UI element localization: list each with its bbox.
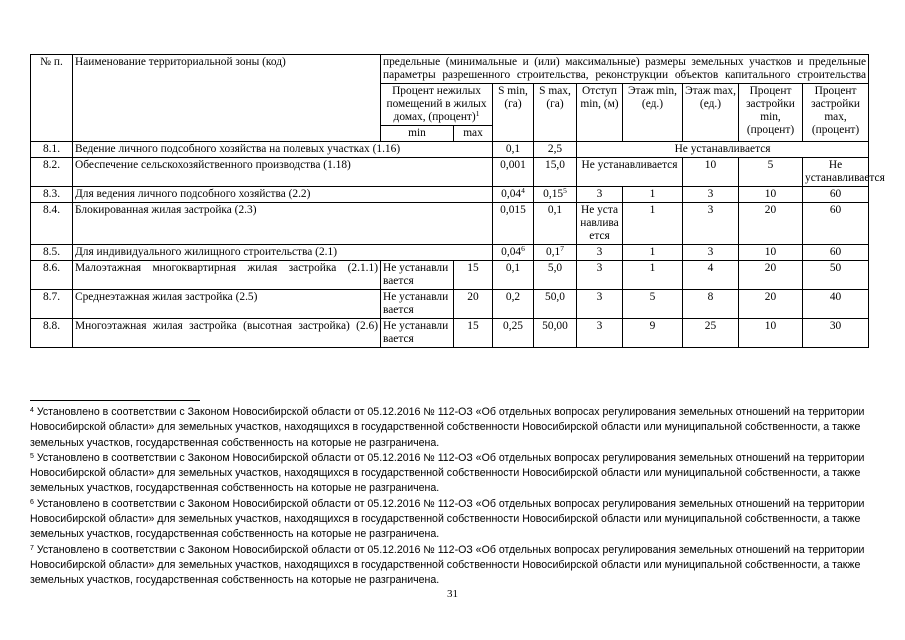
header-floor-max: Этаж max, (ед.): [683, 84, 739, 142]
row-pct-min: 10: [739, 187, 803, 203]
row-zone-name: Для индивидуального жилищного строительства (2.1): [73, 245, 493, 261]
row-smin-value: 0,04: [501, 246, 522, 258]
row-zone-name: Блокированная жилая застройка (2.3): [73, 203, 493, 245]
header-pct-nonres-sup: 1: [475, 109, 480, 118]
row-zone-name: Малоэтажная многоквартирная жилая застройка (2.1.1): [73, 261, 381, 290]
row-num: 8.6.: [31, 261, 73, 290]
table-row: [31, 290, 869, 319]
row-smax: 5,0: [534, 261, 577, 290]
row-pct-min: 10: [739, 319, 803, 348]
row-floor-max: 3: [683, 203, 739, 245]
row-zone-name: Обеспечение сельскохозяйственного производства (1.18): [73, 158, 493, 187]
row-pct-max: 60: [803, 245, 869, 261]
row-zone-name: Многоэтажная жилая застройка (высотная застройка) (2.6): [73, 319, 381, 348]
footnote: [30, 543, 875, 589]
row-floor-min: 1: [623, 245, 683, 261]
footnote-text: Установлено в соответствии с Законом Новосибирской области от 05.12.2016 № 112-ОЗ «Об отдельных вопросах регулирования земельных отношений на территории Новосибирской области» для земельных участков, находящихся в государственной собственности Новосибирской области или муниципальной собственности, а также земельных участков, государственная собственность на которые не разграничена.: [30, 406, 865, 449]
row-floor-max: 10: [683, 158, 739, 187]
header-pct-nonres: [381, 84, 493, 126]
header-max: max: [454, 126, 493, 142]
row-pct-min: 5: [739, 158, 803, 187]
territorial-zones-table: [30, 54, 885, 348]
header-pct-build-max: Процент застройки max, (процент): [803, 84, 869, 142]
header-min: min: [381, 126, 454, 142]
footnote-text: Установлено в соответствии с Законом Новосибирской области от 05.12.2016 № 112-ОЗ «Об отдельных вопросах регулирования земельных отношений на территории Новосибирской области» для земельных участков, находящихся в государственной собственности Новосибирской области или муниципальной собственности, а также земельных участков, государственная собственность на которые не разграничена.: [30, 497, 865, 541]
row-smax-value: 0,15: [543, 188, 564, 200]
page-number: 31: [447, 588, 458, 600]
footnote-mark: 6: [30, 498, 34, 506]
row-smin: 0,1: [493, 142, 534, 158]
row-pct-max: 60: [803, 203, 869, 245]
row-pct-max: 50: [803, 261, 869, 290]
row-num: 8.7.: [31, 290, 73, 319]
row-floor-max: 3: [683, 187, 739, 203]
row-smin: [493, 187, 534, 203]
row-nonres-min: Не устанавливается: [381, 261, 454, 290]
header-zone-name: Наименование территориальной зоны (код): [73, 55, 381, 142]
row-nonres-min: Не устанавливается: [381, 319, 454, 348]
footnotes: [30, 405, 875, 589]
row-pct-max: 40: [803, 290, 869, 319]
footnote-mark: 5: [30, 452, 34, 460]
row-smax: 50,00: [534, 319, 577, 348]
footnote-mark: 4: [30, 407, 34, 414]
row-pct-min: 20: [739, 203, 803, 245]
row-not-set: Не устанавливается: [577, 142, 869, 158]
table-row: [31, 319, 869, 348]
footnote-ref: 4: [521, 186, 525, 195]
row-smax: [534, 187, 577, 203]
footnote: [30, 405, 875, 451]
row-nonres-min: Не устанавливается: [381, 290, 454, 319]
row-smax-value: 0,1: [546, 246, 561, 258]
row-pct-max: 30: [803, 319, 869, 348]
row-floor-min: 1: [623, 261, 683, 290]
table-row: [31, 203, 869, 245]
row-smin: 0,015: [493, 203, 534, 245]
row-otstup: 3: [577, 245, 623, 261]
footnote-mark: 7: [30, 544, 34, 552]
row-smin: 0,25: [493, 319, 534, 348]
row-smax: 50,0: [534, 290, 577, 319]
table-row: [31, 261, 869, 290]
header-pct-build-min: Процент застройки min, (процент): [739, 84, 803, 142]
row-zone-name: Ведение личного подсобного хозяйства на полевых участках (1.16): [73, 142, 493, 158]
header-params: предельные (минимальные и (или) максимальные) размеры земельных участков и предельные параметры разрешенного строительства, реконструкции объектов капитального строительства: [381, 55, 869, 84]
row-otstup: 3: [577, 187, 623, 203]
row-otstup: 3: [577, 319, 623, 348]
table-row: [31, 158, 869, 187]
row-nonres-max: 15: [454, 261, 493, 290]
table-row: [31, 142, 869, 158]
row-nonres-max: 20: [454, 290, 493, 319]
header-pct-nonres-label: Процент нежилых помещений в жилых домах, (процент): [386, 85, 487, 123]
row-otstup: 3: [577, 290, 623, 319]
row-num: 8.1.: [31, 142, 73, 158]
row-floor-max: 4: [683, 261, 739, 290]
row-zone-name: Среднеэтажная жилая застройка (2.5): [73, 290, 381, 319]
footnote: [30, 451, 875, 497]
row-floor-max: 8: [683, 290, 739, 319]
footnote-text: Установлено в соответствии с Законом Новосибирской области от 05.12.2016 № 112-ОЗ «Об отдельных вопросах регулирования земельных отношений на территории Новосибирской области» для земельных участков, находящихся в государственной собственности Новосибирской области или муниципальной собственности, а также земельных участков, государственная собственность на которые не разграничена.: [30, 543, 865, 587]
table-row: [31, 187, 869, 203]
row-num: 8.8.: [31, 319, 73, 348]
footnote-separator: [30, 400, 200, 401]
row-num: 8.5.: [31, 245, 73, 261]
footnote-text: Установлено в соответствии с Законом Новосибирской области от 05.12.2016 № 112-ОЗ «Об отдельных вопросах регулирования земельных отношений на территории Новосибирской области» для земельных участков, находящихся в государственной собственности Новосибирской области или муниципальной собственности, а также земельных участков, государственная собственность на которые не разграничена.: [30, 451, 865, 495]
header-row-1: [31, 55, 869, 84]
row-otstup-floor-not-set: Не устанавливается: [577, 158, 683, 187]
row-smin: 0,2: [493, 290, 534, 319]
footnote-ref: 5: [563, 186, 567, 195]
row-otstup: 3: [577, 261, 623, 290]
row-smax: [534, 245, 577, 261]
row-pct-min: 10: [739, 245, 803, 261]
row-num: 8.3.: [31, 187, 73, 203]
row-smin: 0,1: [493, 261, 534, 290]
row-pct-min: 20: [739, 290, 803, 319]
header-smin: S min, (га): [493, 84, 534, 142]
row-pct-min: 20: [739, 261, 803, 290]
row-smin-value: 0,04: [501, 188, 522, 200]
footnote: [30, 497, 875, 543]
header-otstup: Отступ min, (м): [577, 84, 623, 142]
row-floor-min: 1: [623, 187, 683, 203]
header-smax: S max, (га): [534, 84, 577, 142]
row-num: 8.2.: [31, 158, 73, 187]
row-smax: 2,5: [534, 142, 577, 158]
row-zone-name: Для ведения личного подсобного хозяйства (2.2): [73, 187, 493, 203]
row-smax: 15,0: [534, 158, 577, 187]
row-floor-min: 9: [623, 319, 683, 348]
row-nonres-max: 15: [454, 319, 493, 348]
row-pct-max: 60: [803, 187, 869, 203]
header-floor-min: Этаж min, (ед.): [623, 84, 683, 142]
row-otstup: Не устанавливается: [577, 203, 623, 245]
row-floor-min: 1: [623, 203, 683, 245]
row-floor-max: 3: [683, 245, 739, 261]
row-pct-max: Не устанавливается: [803, 158, 869, 187]
row-floor-min: 5: [623, 290, 683, 319]
row-floor-max: 25: [683, 319, 739, 348]
row-smin: [493, 245, 534, 261]
header-num: № п.: [31, 55, 73, 142]
footnote-ref: 6: [521, 244, 525, 253]
row-num: 8.4.: [31, 203, 73, 245]
footnote-ref: 7: [560, 244, 564, 253]
table-row: [31, 245, 869, 261]
row-smax: 0,1: [534, 203, 577, 245]
row-smin: 0,001: [493, 158, 534, 187]
